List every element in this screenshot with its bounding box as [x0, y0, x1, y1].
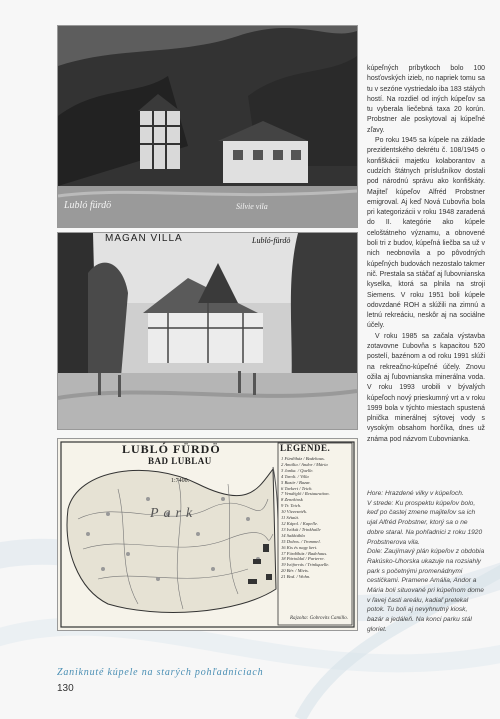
legend-item: 2 Amália / Andor / Mária: [281, 461, 328, 467]
map-scale: 1:7400.: [171, 478, 190, 484]
body-paragraph: V roku 1985 sa začala výstavba zotavovne Ľubovňa s kapacitou 520 postelí, bazénom a od roku 1991 slúži na rekreačno-kúpeľné účely. Znovu ožila aj ľubovnianska minerálna voda. V roku 1993 urobili v bývalých kúpeľoch nový prieskumný vrt a v roku 1999 bola v týchto miestach spustená plnička minerálnej sýtovej vody s vysokým obsahom horčíka, dnes už známa pod názvom Ľubovnianka.: [367, 332, 485, 443]
legend-item: 10 Vízvezeték.: [281, 509, 308, 515]
photo-captions: [367, 489, 485, 635]
caption-paragraph: V strede: Ku prospektu kúpeľov bolo, keď po častej zmene majiteľov sa ich ujal Alfréd Probstner, ktorý sa o ne dobre staral. Na pohľadnici z roku 1920 Probstnerova vila.: [367, 499, 483, 546]
body-paragraph: kúpeľných príbytkoch bolo 100 hosťovských izieb, no napriek tomu sa tu v sezóne vystriedalo iba 183 stálych hostí. Na rozdiel od iných kúpeľov sa tu vyberala liečebná taxa 20 korún. Probstner ale poskytoval aj kúpeľné zľavy.: [367, 65, 485, 134]
legend-item: 21 Bod. / Wohn.: [281, 574, 311, 580]
photo-label-left: Lubló fürdö: [64, 200, 112, 211]
map-legend-title: LEGENDE.: [280, 443, 331, 453]
photo-timbered-villas: [57, 25, 358, 228]
legend-item: 16 Kis és nagy kert.: [281, 544, 318, 550]
photo-label-lublo: Lubló-fürdö: [252, 236, 291, 245]
legend-item: 17 Fürdőház / Badehaus.: [281, 550, 328, 556]
legend-item: 3 Janka. / Quelle.: [281, 467, 314, 473]
legend-item: 14 Sakktábla: [281, 532, 305, 538]
photo-label-right: Silvie vila: [236, 202, 268, 211]
map-legend-list: [281, 456, 351, 580]
legend-item: 20 Bér. / Miets.: [281, 568, 309, 574]
legend-item: 6 Tavkert / Teich.: [281, 485, 313, 491]
legend-item: 4 Tarolt. / Villa: [281, 473, 309, 479]
body-paragraph: Po roku 1945 sa kúpele na základe prezidentského dekrétu č. 108/1945 o konfiškácii majetku kolaborantov a cudzích štátnych príslušníkov dostali pod národnú správu ako konfiškáty. Majiteľ kúpeľov Alfréd Probstner emigroval. Aj keď Nová Ľubovňa bola pri kategorizácii v roku 1948 zaradená do II. kategórie ako kúpele celoštátneho významu, a obnovené boli tri z budov, kúpeľná liečba sa už v nich neobnovila a po pôvodných kúpeľných budovách nezostalo takmer nič. Prestala sa stáčať aj ľubovnianska kyselka, ktorá sa plnila na stroji Siemens. V roku 1951 boli kúpele odovzdané ROH a slúžili na zimnú a letnú rekreáciu, neskôr aj na sociálne účely.: [367, 137, 485, 330]
page-number: 130: [57, 683, 74, 694]
legend-item: 7 Vendéglő / Restauration.: [281, 491, 330, 497]
legend-item: 13 Ivókút / Trinkhalle: [281, 526, 321, 532]
running-title: Zaniknuté kúpele na starých pohľadniciach: [57, 667, 264, 678]
photo-magan-villa: [57, 232, 358, 430]
legend-item: 15 Dobos. / Trommel.: [281, 538, 321, 544]
map-park-label: Park: [150, 506, 198, 521]
legend-item: 1 Fürdőház / Badehaus.: [281, 456, 325, 461]
legend-item: 19 Ivóforrás / Trinkquelle.: [281, 562, 330, 568]
legend-item: 18 Pártoldal / Parterre.: [281, 556, 325, 562]
caption-paragraph: Dole: Zaujímavý plán kúpeľov z obdobia Rakúsko-Uhorska ukazuje na rozsiahly park s početnými promenádnymi cestičkami. Pramene Amália, Andor a Mária boli situované pri kúpeľnom dome v ľavej časti areálu, kadiaľ pretekal potok. Tu boli aj nevyhnutný kiosk, bazár a jedáleň. Na konci parku stál gloriet.: [367, 548, 485, 633]
photo-title-magan-villa: MAGAN VILLA: [105, 233, 183, 244]
legend-item: 9 Tr. Teich.: [281, 503, 302, 509]
legend-item: 12 Kápol. / Kapelle.: [281, 520, 319, 526]
map-subtitle: BAD LUBLAU: [148, 456, 212, 466]
map-title: LUBLÓ FÜRDÖ: [122, 442, 221, 456]
legend-item: 5 Bazár / Bazar.: [281, 479, 311, 485]
legend-item: 8 Zenekiosk: [281, 497, 303, 503]
map-signature: Rajzolta: Gobrovits Camillo.: [290, 616, 349, 621]
caption-paragraph: Hore: Hrazdené vilky v kúpeľoch.: [367, 490, 464, 497]
article-body-text: [367, 64, 485, 445]
legend-item: 11 Sétaút.: [281, 515, 300, 521]
